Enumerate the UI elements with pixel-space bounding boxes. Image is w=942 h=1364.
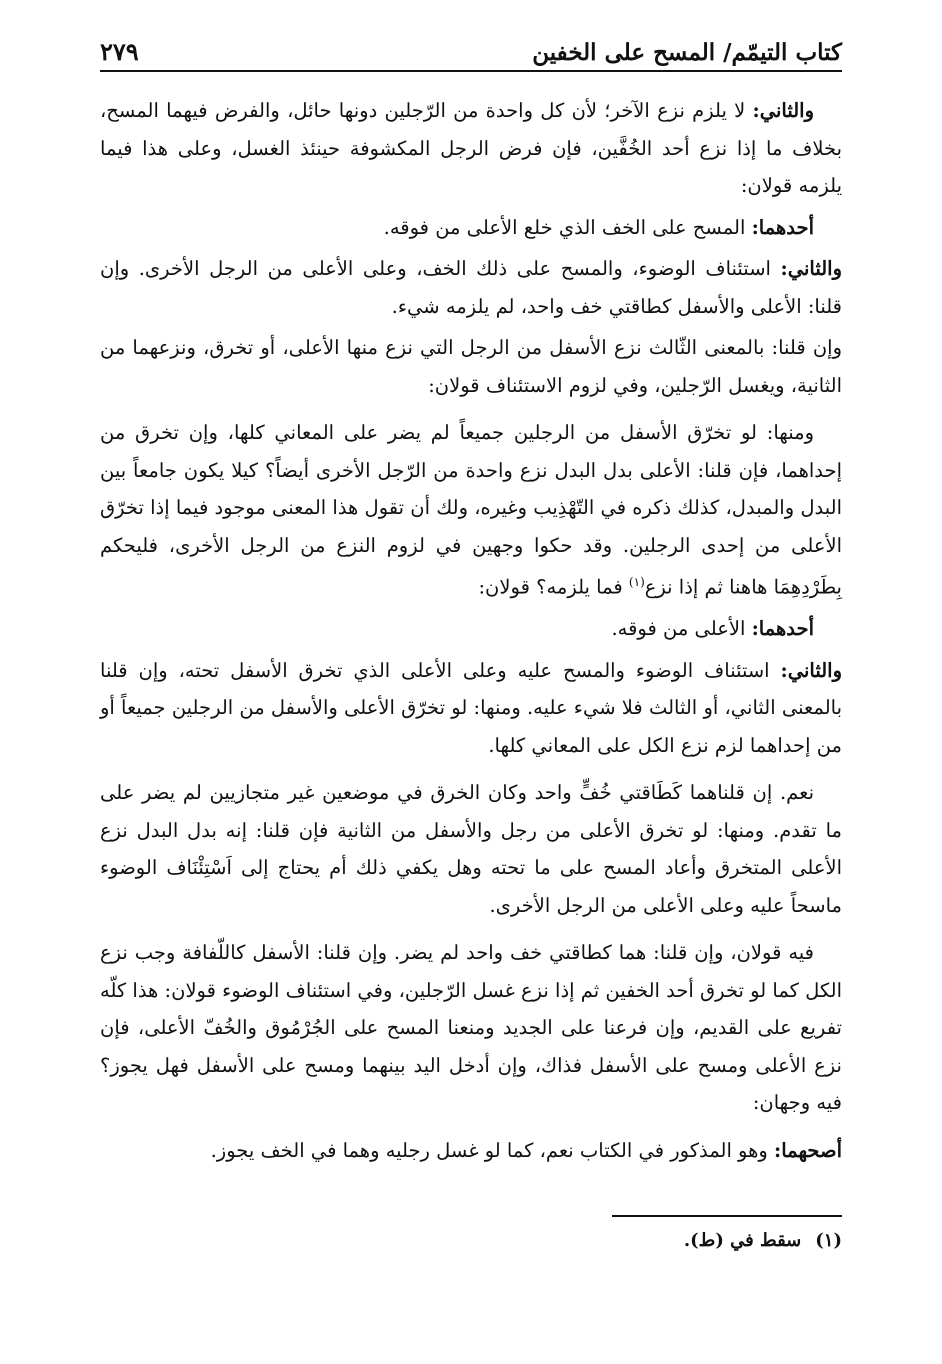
footnote-divider bbox=[612, 1215, 842, 1217]
paragraph-text: وإن قلنا: بالمعنى الثّالث نزع الأسفل من الرجل التي نزع منها الأعلى، أو تخرق، ونزعهما من الثانية، ويغسل الرّجلين، وفي لزوم الاستئناف قولان: bbox=[100, 336, 842, 397]
running-title: كتاب التيمّم/ المسح على الخفين bbox=[532, 39, 842, 66]
paragraph-text: الأعلى من فوقه. bbox=[611, 617, 752, 640]
paragraph bbox=[100, 250, 842, 325]
paragraph-label: أصحهما: bbox=[774, 1138, 842, 1162]
paragraph-text: لا يلزم نزع الآخر؛ لأن كل واحدة من الرّجلين دونها حائل، والفرض فيهما المسح، بخلاف ما إذا نزع أحد الخُفَّين، فإن فرض الرجل المكشوفة حينئذ الغسل، وعلى هذا فيما يلزمه قولان: bbox=[100, 99, 842, 197]
paragraph-label: أحدهما: bbox=[751, 215, 814, 239]
footnote bbox=[100, 1230, 842, 1251]
paragraph-text: ومنها: لو تخرّق الأسفل من الرجلين جميعاً لم يضر على المعاني كلها، وإن تخرق من إحداهما، فإن قلنا: الأعلى بدل البدل نزع واحدة من الرّجل الأخرى أيضاً؟ كيلا يكون جامعاً بين البدل والمبدل، كذلك ذكره في التّهْذِيب وغيره، ولك أن تقول هذا المعنى موجود فيما إذا تخرّق الأعلى من إحدى الرجلين. وقد حكوا وجهين في لزوم النزع من الرجل الأخرى، فليحكم بِطَرْدِهِمَا هاهنا ثم إذا نزع bbox=[100, 421, 842, 599]
paragraph bbox=[100, 1132, 842, 1170]
paragraph-text: فيه قولان، وإن قلنا: هما كطاقتي خف واحد لم يضر. وإن قلنا: الأسفل كاللّفافة وجب نزع الكل كما لو تخرق أحد الخفين ثم إذا نزع غسل الرّجلين، وفي استئناف الوضوء قولان: هذا كلّه تفريع على القديم، وإن فرعنا على الجديد ومنعنا المسح على الجُرْمُوق والخُفّ الأعلى، فإن نزع الأعلى ومسح على الأسفل فذاك، وإن أدخل اليد بينهما ومسح على الأسفل فهل يجوز؟ فيه وجهان: bbox=[100, 941, 842, 1114]
paragraph bbox=[100, 774, 842, 924]
paragraph-text: نعم. إن قلناهما كَطَاقتي خُفٍّ واحد وكان الخرق في موضعين غير متجازيين لم يضر على ما تقدم. ومنها: لو تخرق الأعلى من رجل والأسفل من الثانية فإن قلنا: إنه بدل البدل نزع الأعلى المتخرق وأعاد المسح على ما تحته وهل يكفي ذلك أم يحتاج إلى اَسْتِئْنَاف الوضوء ماسحاً عليه وعلى الأعلى من الرجل الأخرى. bbox=[100, 781, 842, 917]
paragraph bbox=[100, 329, 842, 404]
paragraph bbox=[100, 92, 842, 205]
paragraph-text: وهو المذكور في الكتاب نعم، كما لو غسل رجليه وهما في الخف يجوز. bbox=[210, 1138, 775, 1162]
footnote-reference: (١) bbox=[628, 575, 645, 589]
paragraph bbox=[100, 414, 842, 606]
paragraph-text: استئناف الوضوء، والمسح على ذلك الخف، وعلى الأعلى من الرجل الأخرى. وإن قلنا: الأعلى والأسفل كطاقتي خف واحد، لم يلزمه شيء. bbox=[100, 257, 842, 318]
paragraph-text: فما يلزمه؟ قولان: bbox=[478, 575, 629, 599]
footnote-number: (١) bbox=[815, 1230, 842, 1251]
main-text bbox=[100, 92, 842, 1173]
paragraph-text: استئناف الوضوء والمسح عليه وعلى الأعلى الذي تخرق الأسفل تحته، وإن قلنا بالمعنى الثاني، أو الثالث فلا شيء عليه. ومنها: لو تخرّق الأعلى والأسفل من الرجلين جميعاً أو من إحداهما لزم نزع الكل على المعاني كلها. bbox=[100, 658, 842, 757]
paragraph-label: أحدهما: bbox=[751, 617, 814, 640]
page-header bbox=[100, 30, 842, 72]
footnote-text: سقط في (ط). bbox=[683, 1230, 802, 1251]
paragraph bbox=[100, 209, 842, 247]
paragraph bbox=[100, 652, 842, 765]
paragraph-text: المسح على الخف الذي خلع الأعلى من فوقه. bbox=[383, 215, 752, 239]
paragraph-label: والثاني: bbox=[752, 99, 814, 122]
paragraph-label: والثاني: bbox=[780, 257, 842, 280]
page-number: ٢٧٩ bbox=[100, 37, 139, 66]
paragraph-label: والثاني: bbox=[780, 658, 842, 682]
paragraph bbox=[100, 610, 842, 648]
paragraph bbox=[100, 934, 842, 1122]
